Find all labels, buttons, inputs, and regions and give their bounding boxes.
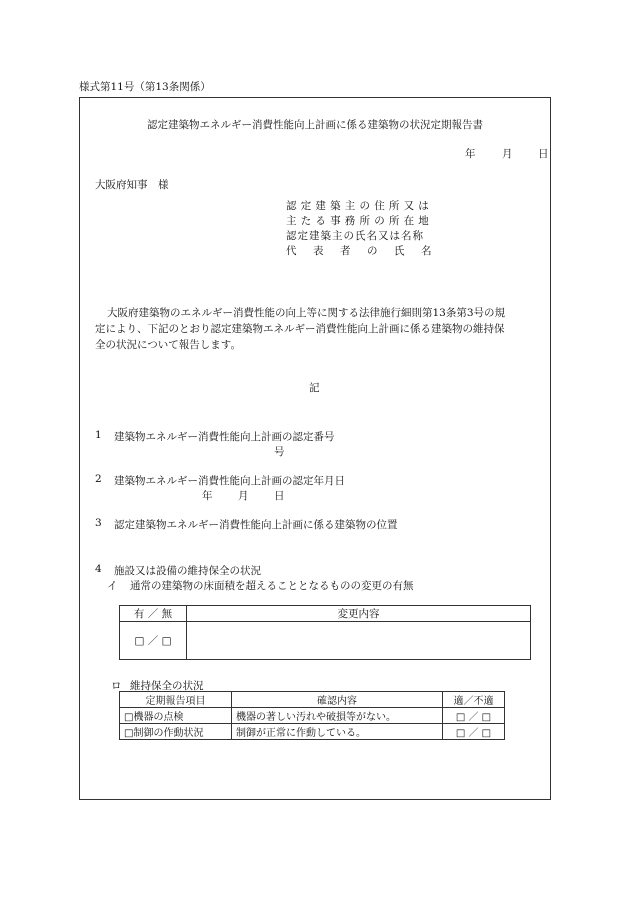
item2-label: 建築物エネルギー消費性能向上計画の認定年月日	[114, 475, 345, 487]
body-text-line-3: 全の状況について報告します。	[95, 339, 241, 351]
table-row	[120, 708, 505, 724]
body-text-line-1: 大阪府建築物のエネルギー消費性能の向上等に関する法律施行細則第13条第3号の規	[107, 307, 506, 319]
item4-ro-marker: ロ	[111, 680, 122, 692]
check-content-cell: 機器の著しい汚れや破損等がない。	[232, 708, 443, 724]
applicant-name-label: 認定建築主の氏名又は名称	[286, 230, 424, 242]
item2-month-label: 月	[238, 490, 249, 502]
maintenance-table	[119, 691, 505, 740]
result-header: 適／不適	[443, 692, 505, 708]
presence-checkboxes[interactable]: □ ／ □	[120, 622, 187, 660]
item1-label: 建築物エネルギー消費性能向上計画の認定番号	[114, 431, 335, 443]
result-checkboxes[interactable]: □ ／ □	[443, 708, 505, 724]
item2-number: 2	[95, 473, 102, 485]
item2-year-label: 年	[202, 490, 213, 502]
table-row	[120, 724, 505, 740]
change-details-header: 変更内容	[187, 606, 531, 622]
item4-number: 4	[95, 563, 102, 575]
result-checkboxes[interactable]: □ ／ □	[443, 724, 505, 740]
date-month-label: 月	[502, 148, 513, 160]
date-year-label: 年	[465, 148, 476, 160]
representative-name-label: 代 表 者 の 氏 名	[286, 245, 435, 257]
document-title: 認定建築物エネルギー消費性能向上計画に係る建築物の状況定期報告書	[147, 119, 483, 131]
office-location-label: 主たる事務所の所在地	[286, 215, 433, 227]
report-item-cell[interactable]: □機器の点検	[120, 708, 232, 724]
item4-label: 施設又は設備の維持保全の状況	[114, 565, 261, 577]
item1-suffix: 号	[274, 446, 285, 458]
date-day-label: 日	[538, 148, 549, 160]
addressee: 大阪府知事 様	[95, 179, 169, 191]
change-details-field[interactable]	[187, 622, 531, 660]
ki-heading: 記	[309, 382, 320, 394]
item3-number: 3	[95, 517, 102, 529]
body-text-line-2: 定により、下記のとおり認定建築物エネルギー消費性能向上計画に係る建築物の維持保	[95, 323, 505, 335]
form-number: 様式第11号（第13条関係）	[79, 81, 211, 93]
applicant-address-label: 認定建築主の住所又は	[286, 200, 433, 212]
check-content-header: 確認内容	[232, 692, 443, 708]
item1-number: 1	[95, 429, 102, 441]
presence-header: 有 ／ 無	[120, 606, 187, 622]
item4-i-label: 通常の建築物の床面積を超えることとなるものの変更の有無	[130, 580, 414, 592]
item3-label: 認定建築物エネルギー消費性能向上計画に係る建築物の位置	[114, 519, 398, 531]
item2-day-label: 日	[274, 490, 285, 502]
change-table	[119, 605, 531, 660]
report-item-header: 定期報告項目	[120, 692, 232, 708]
report-item-cell[interactable]: □制御の作動状況	[120, 724, 232, 740]
check-content-cell: 制御が正常に作動している。	[232, 724, 443, 740]
item4-i-marker: イ	[107, 580, 118, 592]
item4-ro-label: 維持保全の状況	[130, 680, 204, 692]
